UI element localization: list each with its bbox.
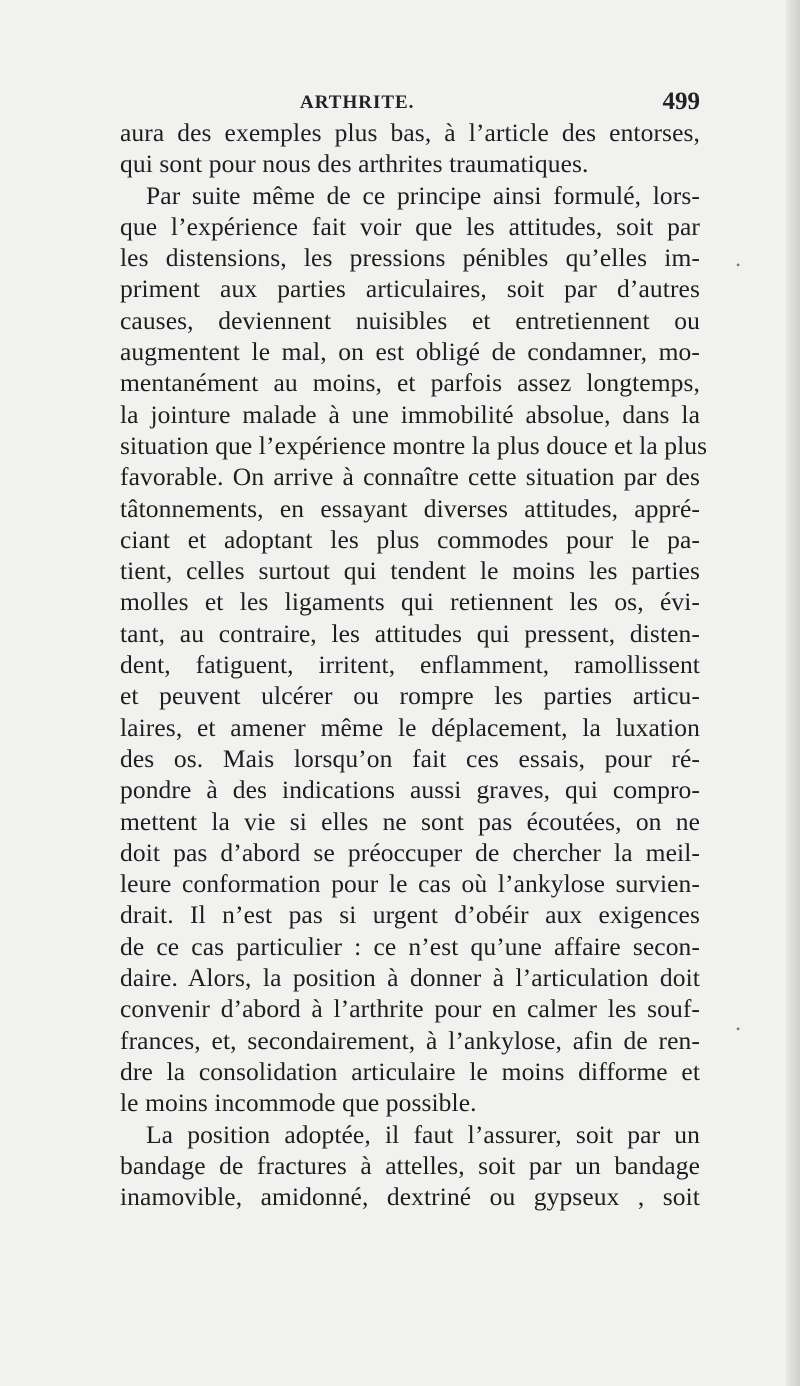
- text-line: leure conformation pour le cas où l’ankylose survien-: [120, 869, 700, 899]
- running-head: [120, 88, 700, 118]
- text-line: le moins incommode que possible.: [120, 1088, 477, 1118]
- text-line: dre la consolidation articulaire le moins difforme et: [120, 1056, 700, 1086]
- text-line: les distensions, les pressions pénibles qu’elles im-: [120, 243, 700, 273]
- margin-speck: •: [736, 1022, 741, 1036]
- text-line: mettent la vie si elles ne sont pas écoutées, on ne: [120, 806, 700, 836]
- text-line: favorable. On arrive à connaître cette situation par des: [120, 462, 700, 492]
- text-line: ciant et adoptant les plus commodes pour le pa-: [120, 524, 700, 554]
- margin-speck: •: [736, 258, 741, 272]
- text-line: frances, et, secondairement, à l’ankylose, afin de ren-: [120, 1025, 700, 1055]
- text-line: des os. Mais lorsqu’on fait ces essais, pour ré-: [120, 743, 700, 773]
- text-line: La position adoptée, il faut l’assurer, soit par un: [146, 1119, 700, 1149]
- text-line: priment aux parties articulaires, soit par d’autres: [120, 274, 700, 304]
- text-line: convenir d’abord à l’arthrite pour en calmer les souf-: [120, 994, 700, 1024]
- text-line: qui sont pour nous des arthrites traumatiques.: [120, 149, 589, 179]
- text-line: situation que l’expérience montre la plus douce et la plus: [120, 430, 708, 460]
- text-line: inamovible, amidonné, dextriné ou gypseux , soit: [120, 1182, 700, 1212]
- text-line: molles et les ligaments qui retiennent les os, évi-: [120, 587, 700, 617]
- text-line: drait. Il n’est pas si urgent d’obéir aux exigences: [120, 900, 700, 930]
- text-line: aura des exemples plus bas, à l’article des entorses,: [120, 118, 700, 147]
- text-line: tâtonnements, en essayant diverses attitudes, appré-: [120, 493, 700, 523]
- text-line: tient, celles surtout qui tendent le moins les parties: [120, 556, 700, 586]
- running-head-title: ARTHRITE.: [300, 92, 415, 113]
- text-line: laires, et amener même le déplacement, la luxation: [120, 712, 700, 742]
- page-number: 499: [662, 88, 700, 115]
- text-line: doit pas d’abord se préoccuper de chercher la meil-: [120, 837, 700, 867]
- text-line: pondre à des indications aussi graves, qui compro-: [120, 775, 700, 805]
- body-text: [120, 117, 708, 1212]
- text-line: Par suite même de ce principe ainsi formulé, lors-: [146, 180, 700, 210]
- text-line: que l’expérience fait voir que les attitudes, soit par: [120, 211, 700, 241]
- text-line: mentanément au moins, et parfois assez longtemps,: [120, 368, 700, 398]
- text-line: dent, fatiguent, irritent, enflamment, ramollissent: [120, 650, 700, 680]
- text-line: de ce cas particulier : ce n’est qu’une affaire secon-: [120, 931, 700, 961]
- text-line: bandage de fractures à attelles, soit par un bandage: [120, 1150, 700, 1180]
- text-line: la jointure malade à une immobilité absolue, dans la: [120, 399, 700, 429]
- page-edge-shadow: [786, 0, 800, 1386]
- text-line: tant, au contraire, les attitudes qui pressent, disten-: [120, 618, 700, 648]
- text-line: augmentent le mal, on est obligé de condamner, mo-: [120, 337, 700, 367]
- text-line: causes, deviennent nuisibles et entretiennent ou: [120, 305, 700, 335]
- text-line: daire. Alors, la position à donner à l’articulation doit: [120, 963, 700, 993]
- text-line: et peuvent ulcérer ou rompre les parties articu-: [120, 681, 700, 711]
